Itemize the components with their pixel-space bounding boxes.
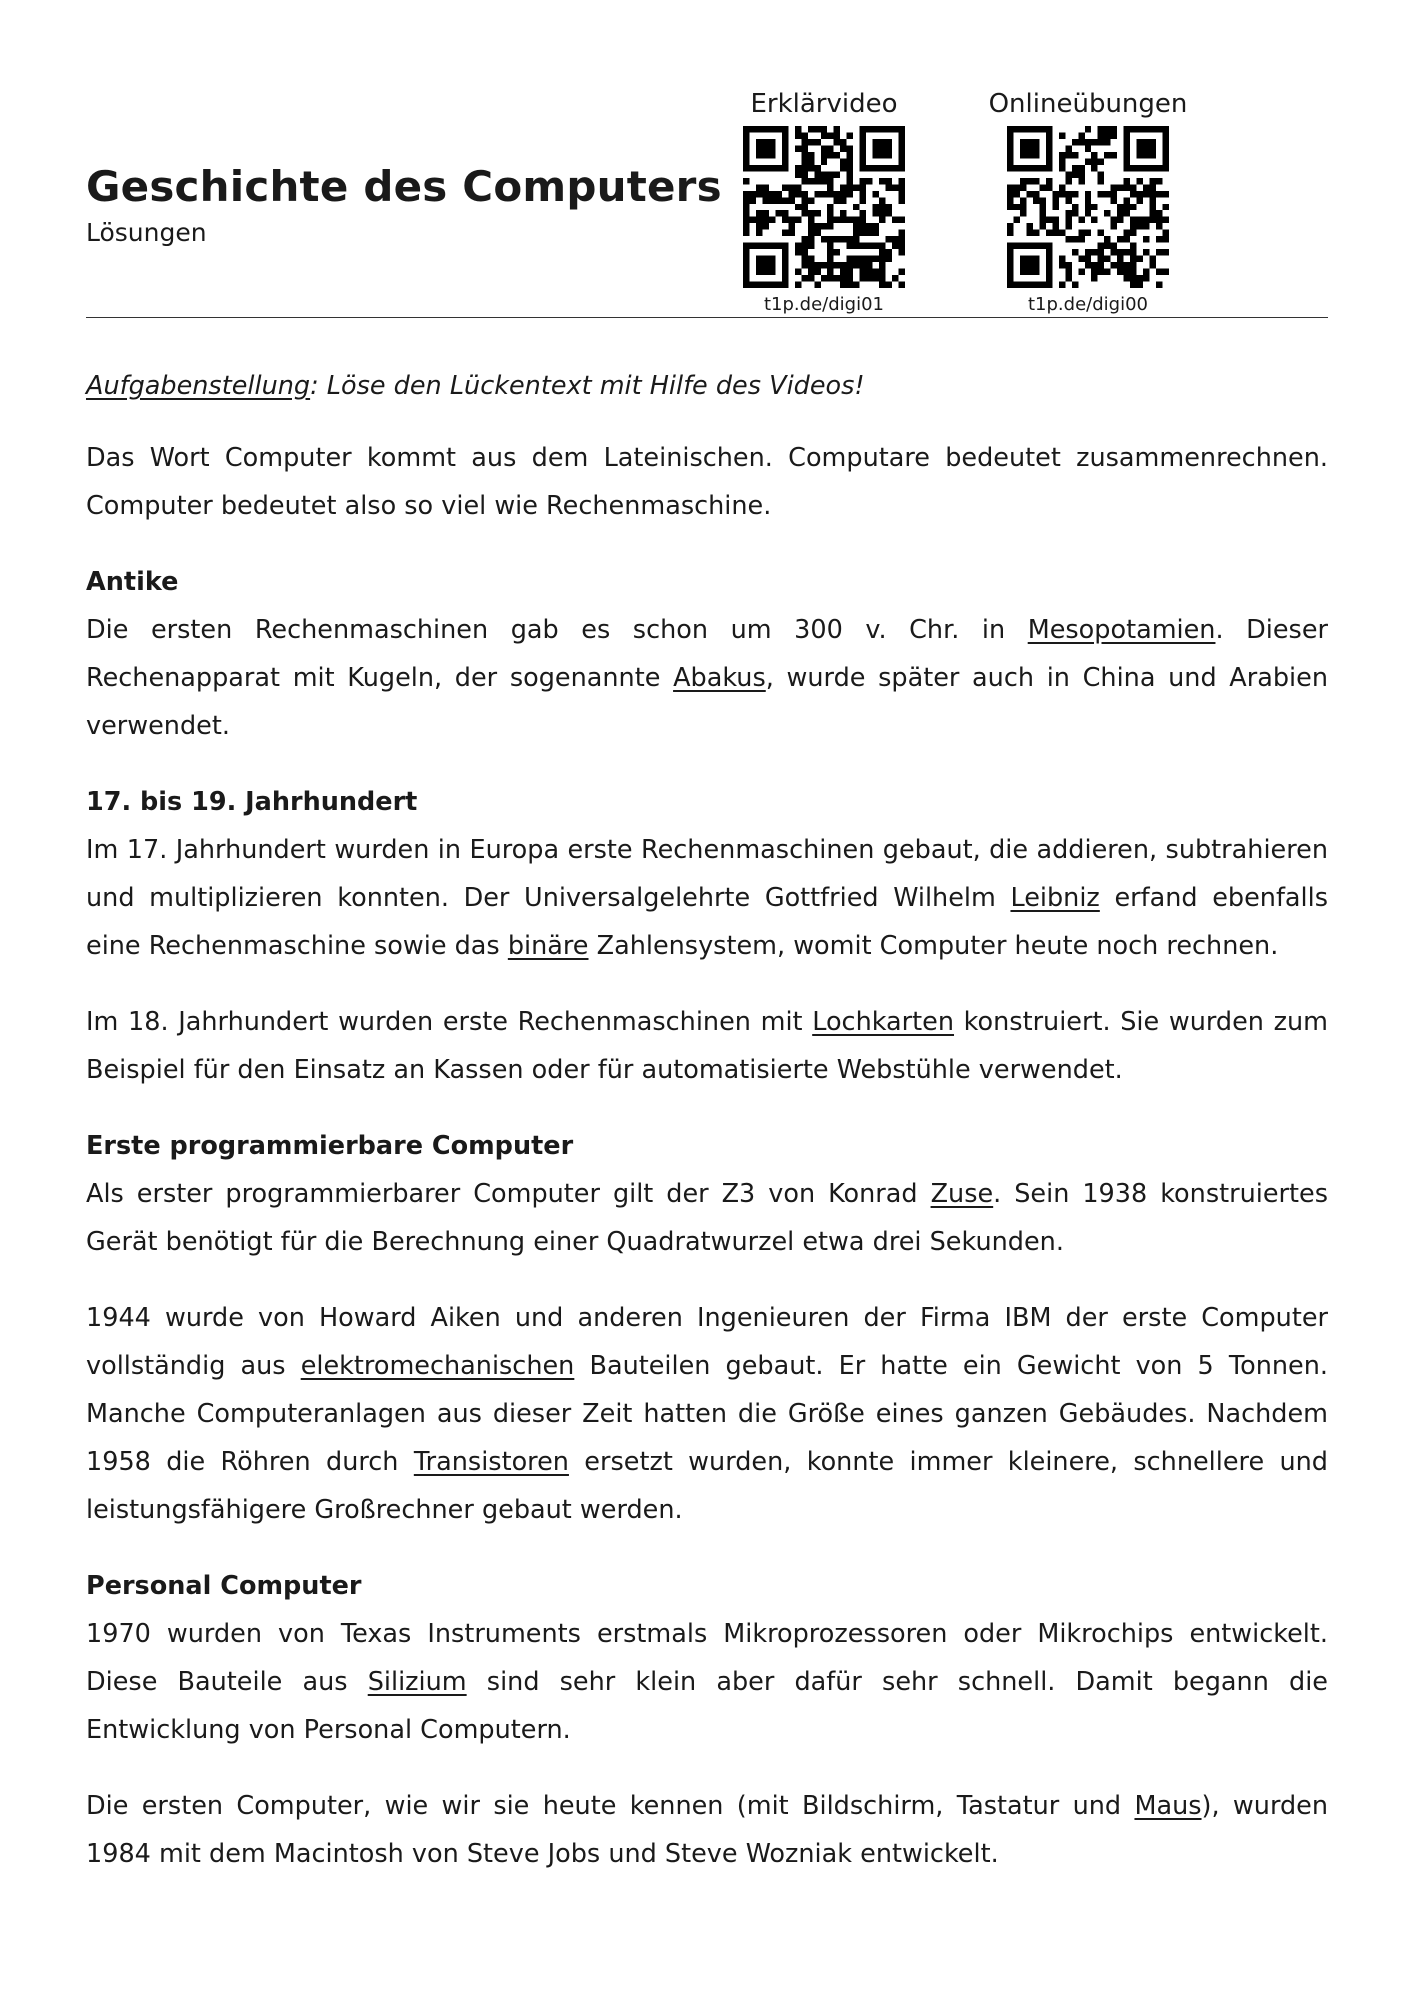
qr-label: Erklärvideo [750,89,898,119]
page-title: Geschichte des Computers [86,162,722,211]
section-heading-personal-computer: Personal Computer [86,1571,362,1601]
text-run: . Dieser Rechenapparat mit Kugeln, der sogenannte [86,615,1328,693]
header-divider [86,317,1328,318]
task-instruction [86,362,1328,410]
page-subtitle: Lösungen [86,218,207,247]
answer-word: Lochkarten [812,1007,955,1037]
task-colon: : [310,371,319,401]
text-run: ), wurden 1984 mit dem Macintosh von Steve Jobs und Steve Wozniak entwickelt. [86,1791,1329,1869]
text-run: Als erster programmierbarer Computer gilt der Z3 von Konrad [86,1179,931,1209]
answer-word: binäre [507,931,589,961]
section-heading-jahrhundert: 17. bis 19. Jahrhundert [86,787,418,817]
paragraph [86,826,1328,970]
task-text: Löse den Lückentext mit Hilfe des Videos! [318,371,865,401]
qr-label: Onlineübungen [988,89,1188,119]
text-run: . Sein 1938 konstruiertes Gerät benötigt für die Berechnung einer Quadratwurzel etwa drei Sekunden. [86,1179,1328,1257]
qr-block-onlineuebungen [978,88,1198,315]
section-heading-antike: Antike [86,567,179,597]
paragraph [86,1170,1328,1266]
text-run: sind sehr klein aber dafür sehr schnell. Damit begann die Entwicklung von Personal Computern. [86,1667,1328,1745]
answer-word: elektromechanischen [300,1351,575,1381]
qr-block-erklaervideo [714,88,934,315]
answer-word: Abakus [673,663,766,693]
answer-word: Maus [1134,1791,1202,1821]
paragraph [86,606,1328,750]
qr-code-icon[interactable] [1007,126,1169,288]
text-run: erfand ebenfalls eine Rechenmaschine sowie das [86,883,1328,961]
text-run: konstruiert. Sie wurden zum Beispiel für den Einsatz an Kassen oder für automatisierte Webstühle verwendet. [86,1007,1328,1085]
answer-word: Zuse [930,1179,994,1209]
task-label: Aufgabenstellung [86,371,311,401]
text-run: Die ersten Rechenmaschinen gab es schon um 300 v. Chr. in [86,615,1028,645]
worksheet-body [86,362,1328,1906]
paragraph [86,1610,1328,1754]
text-run: 1970 wurden von Texas Instruments erstmals Mikroprozessoren oder Mikrochips entwickelt. Diese Bauteile aus [86,1619,1328,1697]
answer-word: Mesopotamien [1027,615,1216,645]
paragraph [86,1294,1328,1534]
answer-word: Silizium [367,1667,467,1697]
paragraph [86,998,1328,1094]
answer-word: Leibniz [1010,883,1100,913]
intro-paragraph: Das Wort Computer kommt aus dem Lateinischen. Computare bedeutet zusammenrechnen. Computer bedeutet also so viel wie Rechenmaschine. [86,443,1328,521]
text-run: Im 18. Jahrhundert wurden erste Rechenmaschinen mit [86,1007,813,1037]
qr-url: t1p.de/digi00 [1028,294,1148,315]
text-run: Zahlensystem, womit Computer heute noch rechnen. [588,931,1279,961]
qr-url: t1p.de/digi01 [764,294,884,315]
text-run: , wurde später auch in China und Arabien verwendet. [86,663,1328,741]
text-run: ersetzt wurden, konnte immer kleinere, schnellere und leistungsfähigere Großrechner gebaut werden. [86,1447,1328,1525]
text-run: Bauteilen gebaut. Er hatte ein Gewicht von 5 Tonnen. Manche Computeranlagen aus dieser Zeit hatten die Größe eines ganzen Gebäudes. Nachdem 1958 die Röhren durch [86,1351,1328,1477]
answer-word: Transistoren [413,1447,569,1477]
qr-code-icon[interactable] [743,126,905,288]
section-heading-programmierbar: Erste programmierbare Computer [86,1131,574,1161]
text-run: Die ersten Computer, wie wir sie heute kennen (mit Bildschirm, Tastatur und [86,1791,1135,1821]
text-run: 1944 wurde von Howard Aiken und anderen Ingenieuren der Firma IBM der erste Computer vollständig aus [86,1303,1328,1381]
text-run: Im 17. Jahrhundert wurden in Europa erste Rechenmaschinen gebaut, die addieren, subtrahieren und multiplizieren konnten. Der Universalgelehrte Gottfried Wilhelm [86,835,1328,913]
paragraph [86,1782,1328,1878]
